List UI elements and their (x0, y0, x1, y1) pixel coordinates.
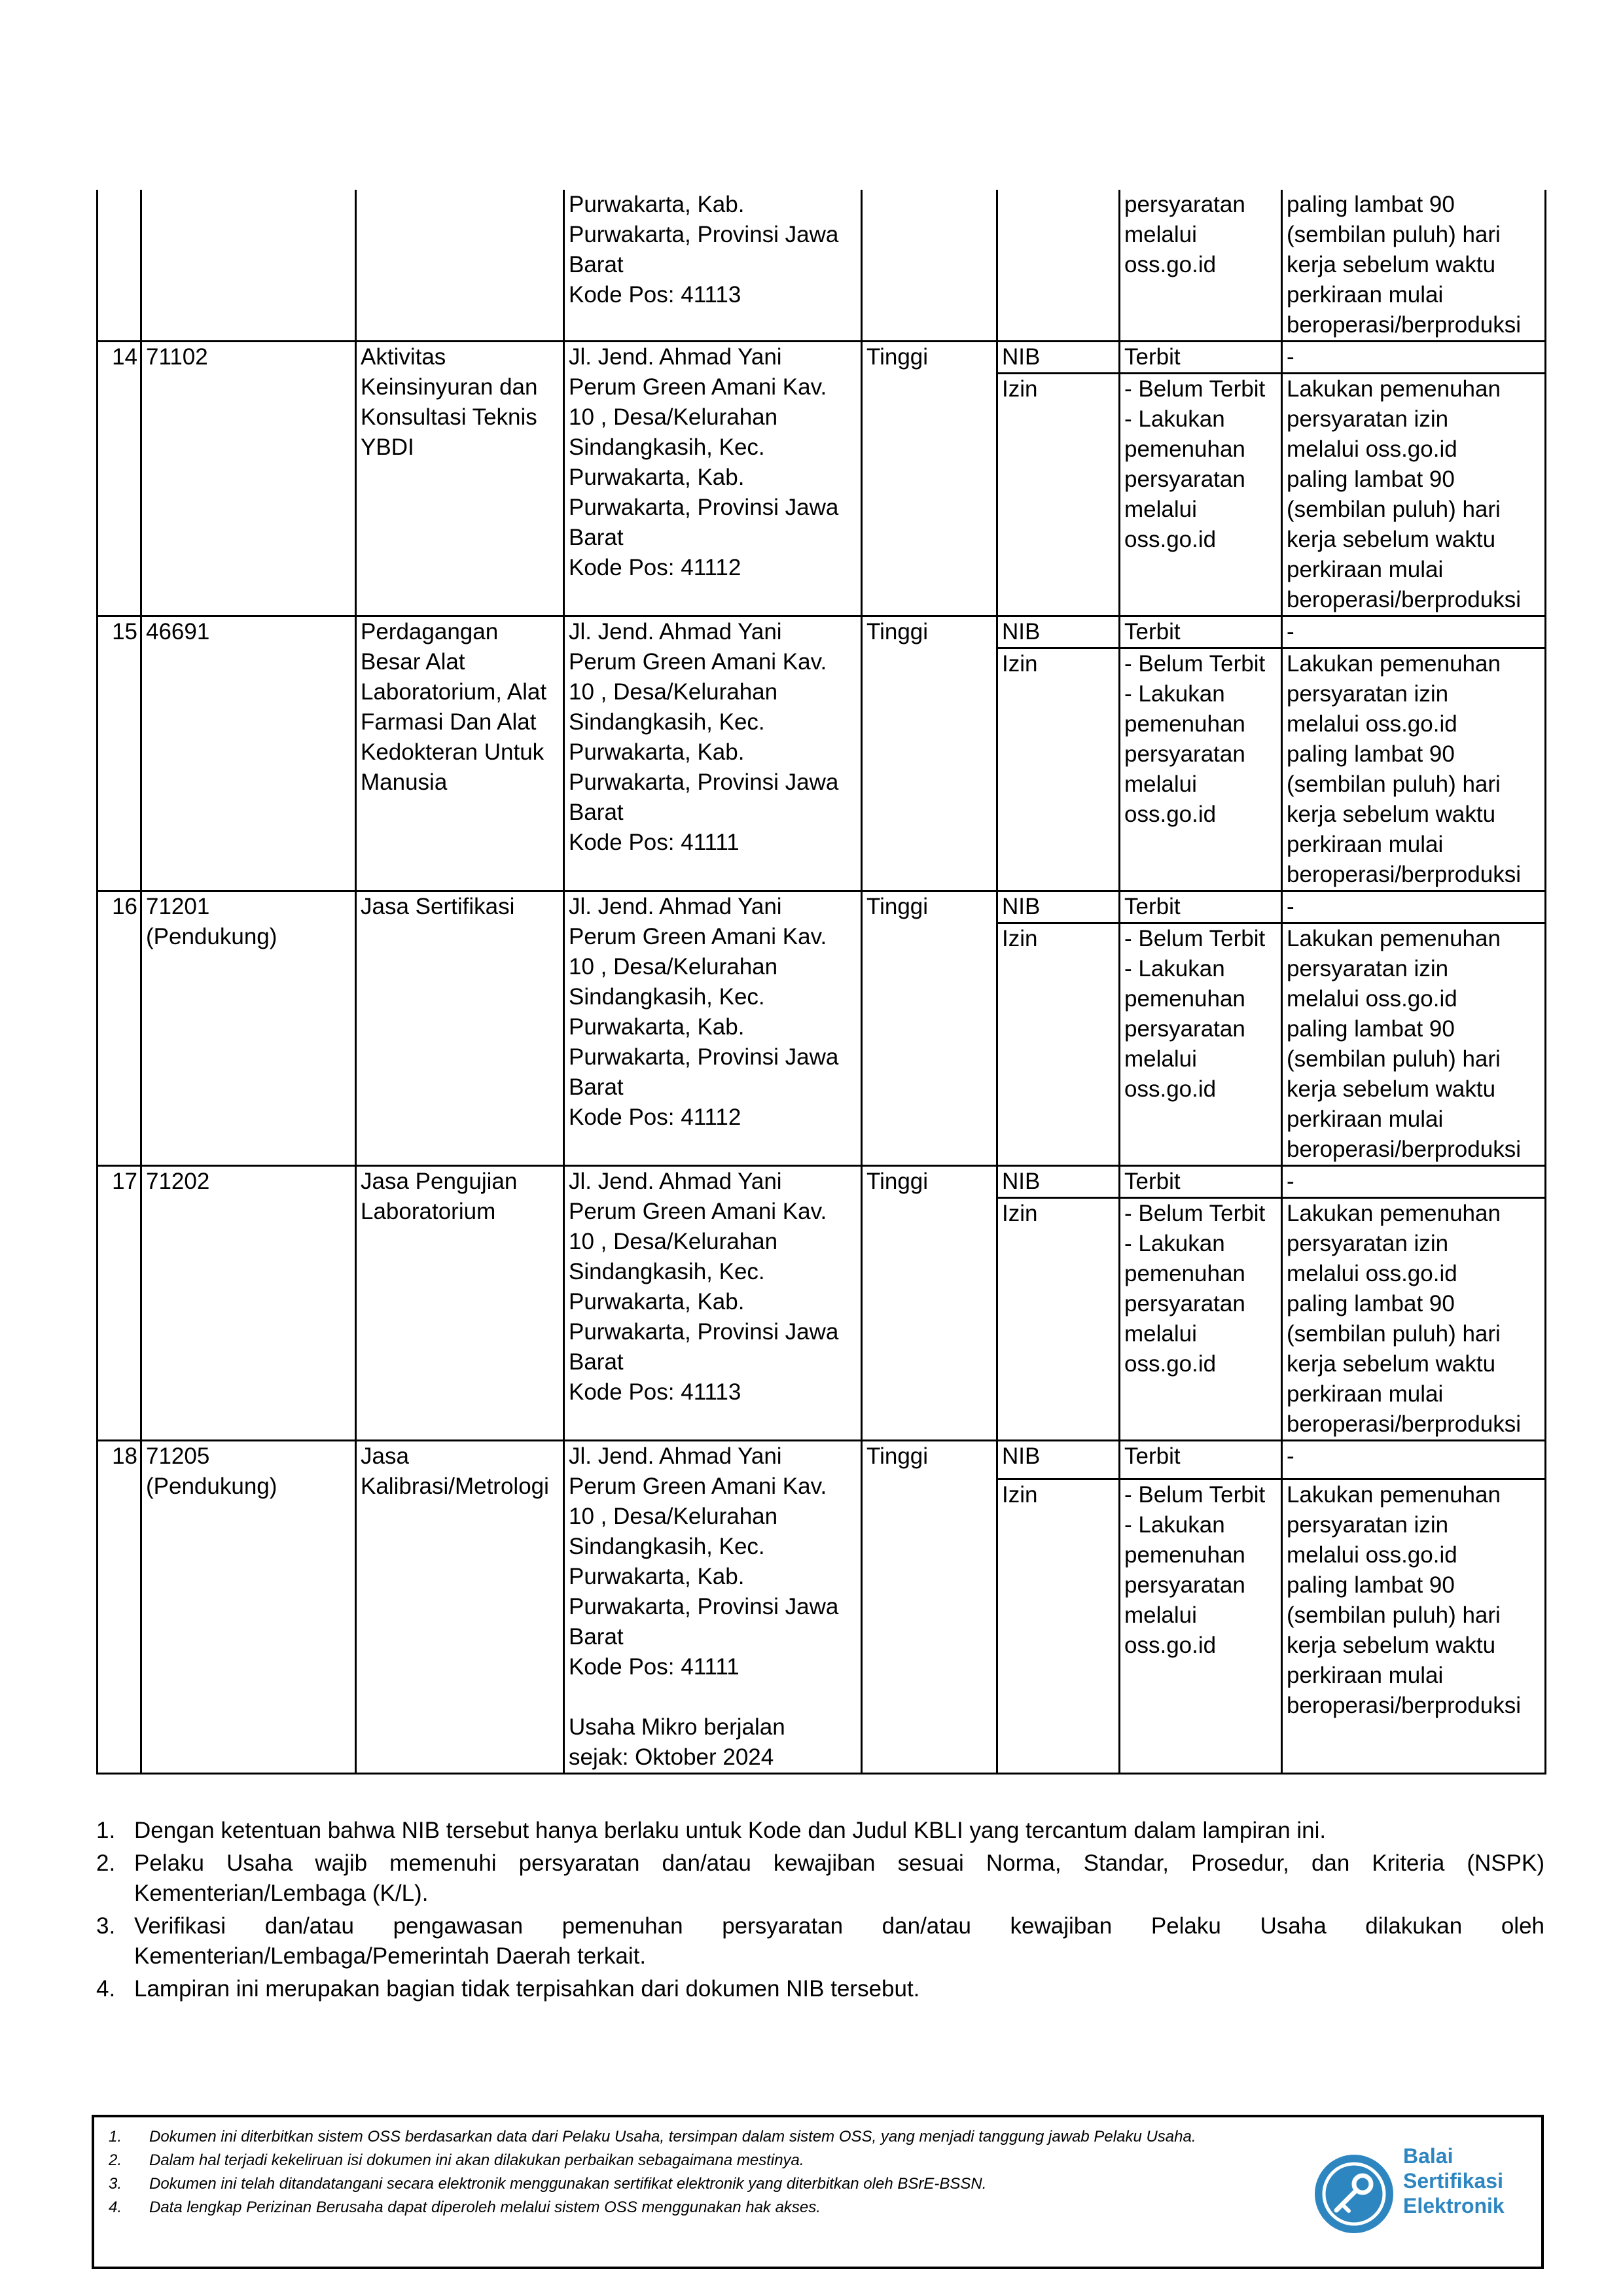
logo-wordmark: Balai Sertifikasi Elektronik (1403, 2144, 1505, 2217)
permit-type-izin: Izin (997, 648, 1120, 891)
status-cell: persyaratan melalui oss.go.id (1120, 190, 1282, 342)
kbli-code: 46691 (141, 616, 356, 891)
kbli-code: 71205 (Pendukung) (141, 1441, 356, 1774)
row-number: 16 (98, 891, 141, 1166)
location-cell: Jl. Jend. Ahmad Yani Perum Green Amani Kav. 10 , Desa/Kelurahan Sindangkasih, Kec. Purwakarta, Kab. Purwakarta, Provinsi Jawa Barat Kode Pos: 41111 (564, 616, 862, 891)
kbli-code: 71202 (141, 1166, 356, 1441)
table-row-continuation (98, 190, 1546, 342)
location-cell: Purwakarta, Kab. Purwakarta, Provinsi Jawa Barat Kode Pos: 41113 (564, 190, 862, 342)
permit-type-nib: NIB (997, 342, 1120, 374)
kbli-code: 71102 (141, 342, 356, 616)
kbli-title: Jasa Kalibrasi/Metrologi (356, 1441, 564, 1774)
risk-level: Tinggi (862, 616, 997, 891)
location-cell: Jl. Jend. Ahmad Yani Perum Green Amani Kav. 10 , Desa/Kelurahan Sindangkasih, Kec. Purwakarta, Kab. Purwakarta, Provinsi Jawa Barat Kode Pos: 41112 (564, 891, 862, 1166)
kbli-table (96, 190, 1546, 1775)
permit-note-izin: Lakukan pemenuhan persyaratan izin melalui oss.go.id paling lambat 90 (sembilan puluh) hari kerja sebelum waktu perkiraan mulai beroperasi/berproduksi (1282, 923, 1546, 1166)
list-item: 2. Pelaku Usaha wajib memenuhi persyaratan dan/atau kewajiban sesuai Norma, Standar, Prosedur, dan Kriteria (NSPK) Kementerian/Lembaga (K/L). (96, 1850, 1544, 1906)
permit-status-izin: - Belum Terbit - Lakukan pemenuhan persyaratan melalui oss.go.id (1120, 1198, 1282, 1441)
permit-status-nib: Terbit (1120, 616, 1282, 648)
permit-note-izin: Lakukan pemenuhan persyaratan izin melalui oss.go.id paling lambat 90 (sembilan puluh) hari kerja sebelum waktu perkiraan mulai beroperasi/berproduksi (1282, 1479, 1546, 1774)
permit-note-nib: - (1282, 616, 1546, 648)
footer-disclaimer-box (92, 2115, 1544, 2269)
permit-type-izin: Izin (997, 1479, 1120, 1774)
permit-type-nib: NIB (997, 1166, 1120, 1198)
kbli-title: Aktivitas Keinsinyuran dan Konsultasi Teknis YBDI (356, 342, 564, 616)
permit-type-nib: NIB (997, 1441, 1120, 1479)
key-badge-icon (1311, 2151, 1397, 2236)
table-row (98, 891, 1546, 923)
permit-status-nib: Terbit (1120, 342, 1282, 374)
note-cell: paling lambat 90 (sembilan puluh) hari kerja sebelum waktu perkiraan mulai beroperasi/berproduksi (1282, 190, 1546, 342)
permit-note-izin: Lakukan pemenuhan persyaratan izin melalui oss.go.id paling lambat 90 (sembilan puluh) hari kerja sebelum waktu perkiraan mulai beroperasi/berproduksi (1282, 374, 1546, 616)
kbli-title: Jasa Sertifikasi (356, 891, 564, 1166)
permit-type-nib: NIB (997, 616, 1120, 648)
list-item: 4. Lampiran ini merupakan bagian tidak terpisahkan dari dokumen NIB tersebut. (96, 1976, 920, 2002)
permit-type-izin: Izin (997, 1198, 1120, 1441)
kbli-title: Perdagangan Besar Alat Laboratorium, Alat Farmasi Dan Alat Kedokteran Untuk Manusia (356, 616, 564, 891)
row-number: 14 (98, 342, 141, 616)
list-item: 1. Dengan ketentuan bahwa NIB tersebut hanya berlaku untuk Kode dan Judul KBLI yang tercantum dalam lampiran ini. (96, 1818, 1327, 1843)
location-cell: Jl. Jend. Ahmad Yani Perum Green Amani Kav. 10 , Desa/Kelurahan Sindangkasih, Kec. Purwakarta, Kab. Purwakarta, Provinsi Jawa Barat Kode Pos: 41113 (564, 1166, 862, 1441)
table-row (98, 1441, 1546, 1479)
list-item: 3. Verifikasi dan/atau pengawasan pemenuhan persyaratan dan/atau kewajiban Pelaku Usaha dilakukan oleh Kementerian/Lembaga/Pemerintah Daerah terkait. (96, 1913, 1544, 1969)
table-row (98, 342, 1546, 374)
permit-note-izin: Lakukan pemenuhan persyaratan izin melalui oss.go.id paling lambat 90 (sembilan puluh) hari kerja sebelum waktu perkiraan mulai beroperasi/berproduksi (1282, 648, 1546, 891)
permit-status-izin: - Belum Terbit - Lakukan pemenuhan persyaratan melalui oss.go.id (1120, 374, 1282, 616)
risk-level: Tinggi (862, 342, 997, 616)
permit-note-nib: - (1282, 342, 1546, 374)
permit-status-izin: - Belum Terbit - Lakukan pemenuhan persyaratan melalui oss.go.id (1120, 923, 1282, 1166)
permit-status-izin: - Belum Terbit - Lakukan pemenuhan persyaratan melalui oss.go.id (1120, 648, 1282, 891)
row-number: 17 (98, 1166, 141, 1441)
row-number: 15 (98, 616, 141, 891)
location-cell: Jl. Jend. Ahmad Yani Perum Green Amani Kav. 10 , Desa/Kelurahan Sindangkasih, Kec. Purwakarta, Kab. Purwakarta, Provinsi Jawa Barat Kode Pos: 41111 Usaha Mikro berjalan sejak: Oktober 2024 (564, 1441, 862, 1774)
table-row (98, 616, 1546, 648)
permit-type-nib: NIB (997, 891, 1120, 923)
list-item: 3. Dokumen ini telah ditandatangani secara elektronik menggunakan sertifikat elektronik yang diterbitkan oleh BSrE-BSSN. (109, 2175, 987, 2193)
table-row (98, 1166, 1546, 1198)
footer-notes (109, 2125, 1326, 2219)
list-item: 2. Dalam hal terjadi kekeliruan isi dokumen ini akan dilakukan perbaikan sebagaimana mestinya. (109, 2151, 804, 2169)
list-item: 1. Dokumen ini diterbitkan sistem OSS berdasarkan data dari Pelaku Usaha, tersimpan dalam sistem OSS, yang menjadi tanggung jawab Pelaku Usaha. (109, 2128, 1196, 2146)
permit-type-izin: Izin (997, 923, 1120, 1166)
permit-note-nib: - (1282, 1166, 1546, 1198)
permit-status-nib: Terbit (1120, 1441, 1282, 1479)
list-item: 4. Data lengkap Perizinan Berusaha dapat diperoleh melalui sistem OSS menggunakan hak akses. (109, 2199, 821, 2216)
risk-level: Tinggi (862, 1441, 997, 1774)
permit-status-nib: Terbit (1120, 1166, 1282, 1198)
location-cell: Jl. Jend. Ahmad Yani Perum Green Amani Kav. 10 , Desa/Kelurahan Sindangkasih, Kec. Purwakarta, Kab. Purwakarta, Provinsi Jawa Barat Kode Pos: 41112 (564, 342, 862, 616)
permit-status-nib: Terbit (1120, 891, 1282, 923)
risk-level: Tinggi (862, 891, 997, 1166)
risk-level: Tinggi (862, 1166, 997, 1441)
kbli-code: 71201 (Pendukung) (141, 891, 356, 1166)
bsre-logo (1311, 2132, 1534, 2263)
permit-type-izin: Izin (997, 374, 1120, 616)
permit-note-izin: Lakukan pemenuhan persyaratan izin melalui oss.go.id paling lambat 90 (sembilan puluh) hari kerja sebelum waktu perkiraan mulai beroperasi/berproduksi (1282, 1198, 1546, 1441)
kbli-title: Jasa Pengujian Laboratorium (356, 1166, 564, 1441)
permit-note-nib: - (1282, 891, 1546, 923)
terms-list (96, 1816, 1544, 2007)
permit-note-nib: - (1282, 1441, 1546, 1479)
row-number: 18 (98, 1441, 141, 1774)
permit-status-izin: - Belum Terbit - Lakukan pemenuhan persyaratan melalui oss.go.id (1120, 1479, 1282, 1774)
